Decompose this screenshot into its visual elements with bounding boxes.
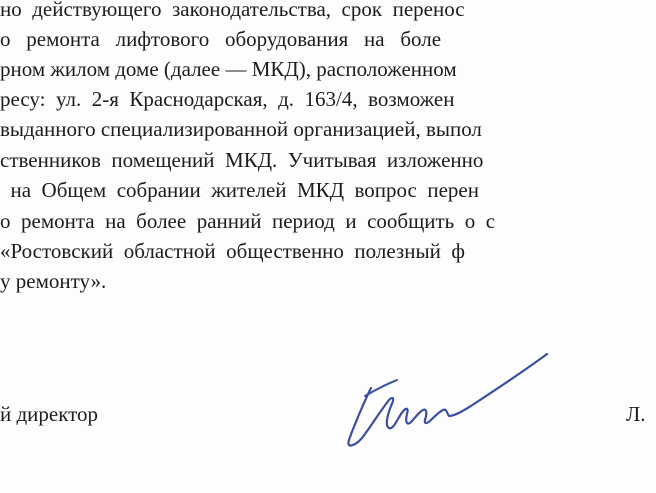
letter-line: о ремонта лифтового оборудования на боле — [0, 27, 442, 51]
signatory-name: Л. — [626, 402, 646, 426]
handwritten-signature — [335, 340, 565, 460]
letter-line: ресу: ул. 2-я Краснодарская, д. 163/4, возможен — [0, 87, 455, 111]
letter-line: у ремонту». — [0, 269, 107, 293]
letter-line: ственников помещений МКД. Учитывая изложенно — [0, 148, 484, 172]
letter-line: на Общем собрании жителей МКД вопрос перен — [0, 178, 479, 202]
letter-line: выданного специализированной организацией, выпол — [0, 117, 482, 141]
letter-line: о ремонта на более ранний период и сообщить о с — [0, 209, 496, 233]
letter-line: но действующего законодательства, срок перенос — [0, 0, 465, 21]
signatory-title: й директор — [0, 402, 99, 426]
letter-line: «Ростовский областной общественно полезный ф — [0, 239, 465, 263]
letter-line: рном жилом доме (далее — МКД), расположенном — [0, 57, 457, 81]
